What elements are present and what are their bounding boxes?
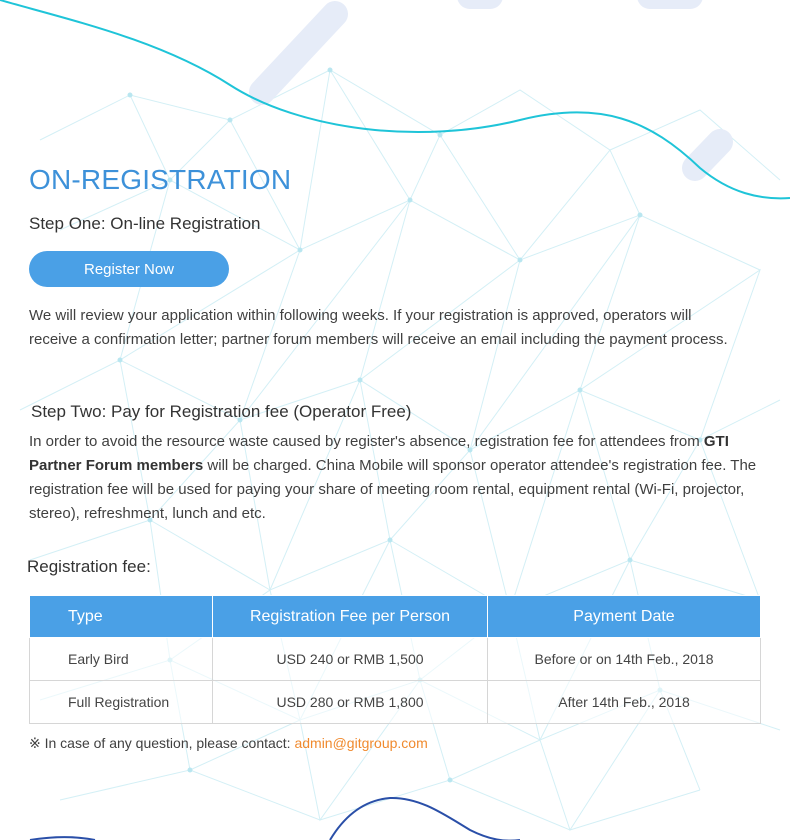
register-now-button[interactable]: Register Now [29, 251, 229, 287]
column-header-payment-date: Payment Date [488, 596, 761, 638]
column-header-fee: Registration Fee per Person [213, 596, 488, 638]
contact-note [29, 735, 428, 752]
cell-fee: USD 240 or RMB 1,500 [213, 638, 488, 681]
cell-type: Early Bird [30, 638, 213, 681]
cell-fee: USD 280 or RMB 1,800 [213, 681, 488, 724]
step-one-heading: Step One: On-line Registration [29, 214, 261, 233]
contact-text: ※ In case of any question, please contact: [29, 735, 295, 751]
step-two-description [29, 430, 774, 526]
step-two-heading: Step Two: Pay for Registration fee (Operator Free) [31, 402, 412, 421]
step-two-text-before: In order to avoid the resource waste caused by register's absence, registration fee for attendees from [29, 433, 704, 450]
registration-fee-heading: Registration fee: [27, 557, 151, 576]
contact-email-link[interactable]: admin@gitgroup.com [294, 735, 428, 751]
cell-payment-date: After 14th Feb., 2018 [488, 681, 761, 724]
table-row [30, 681, 761, 724]
registration-fee-table [29, 595, 761, 724]
step-one-description: We will review your application within following weeks. If your registration is approved, operators will receive a confirmation letter; partner forum members will receive an email including the payment process. [29, 307, 728, 348]
column-header-type: Type [30, 596, 213, 638]
table-row [30, 638, 761, 681]
table-header-row [30, 596, 761, 638]
partner-forum-highlight: GTI Partner Forum members [29, 433, 729, 474]
cell-payment-date: Before or on 14th Feb., 2018 [488, 638, 761, 681]
page-title: ON-REGISTRATION [29, 164, 292, 195]
cell-type: Full Registration [30, 681, 213, 724]
step-two-text-after: will be charged. China Mobile will sponsor operator attendee's registration fee. The registration fee will be used for paying your share of meeting room rental, equipment rental (Wi-Fi, projector, stereo), refreshment, lunch and etc. [29, 457, 757, 522]
